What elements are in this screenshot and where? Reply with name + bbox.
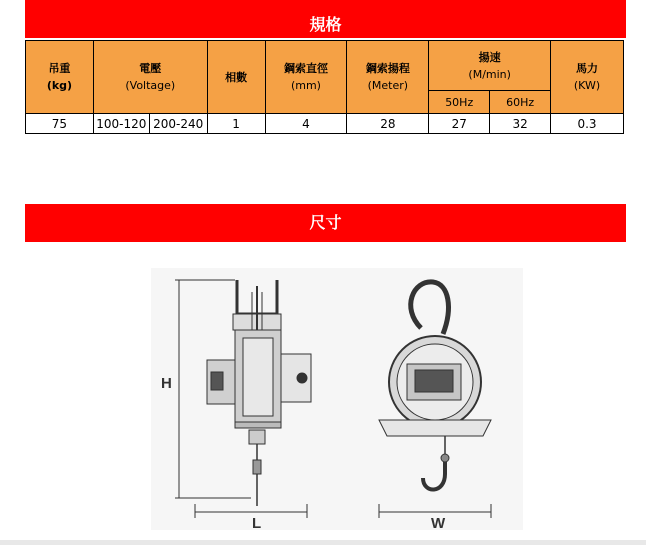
spec-table: [25, 40, 624, 134]
cell-voltage-1: 100-120: [93, 114, 149, 134]
header-speed-50hz: 50Hz: [429, 91, 490, 114]
header-lift: 鋼索揚程 (Meter): [347, 41, 429, 114]
cell-speed-60hz: 32: [490, 114, 551, 134]
dimension-drawings: [151, 268, 523, 530]
dimension-label-width: W: [431, 515, 446, 530]
header-rope-diameter: 鋼索直徑 (mm): [265, 41, 347, 114]
dimension-title: 尺寸: [309, 213, 342, 232]
footer-divider: [0, 540, 646, 545]
cell-lift: 28: [347, 114, 429, 134]
spec-title: 規格: [309, 15, 342, 34]
table-row: [26, 114, 624, 134]
header-voltage: 電壓 (Voltage): [93, 41, 207, 114]
dimension-label-length: L: [252, 515, 262, 530]
header-load: 吊重 (kg): [26, 41, 94, 114]
cell-phase: 1: [207, 114, 265, 134]
cell-rope-diameter: 4: [265, 114, 347, 134]
header-power: 馬力 (KW): [551, 41, 624, 114]
spec-header-banner: [25, 0, 626, 38]
header-speed-60hz: 60Hz: [490, 91, 551, 114]
header-phase: 相數: [207, 41, 265, 114]
cell-load: 75: [26, 114, 94, 134]
cell-voltage-2: 200-240: [149, 114, 207, 134]
dimension-label-height: H: [161, 375, 172, 392]
dimension-header-banner: [25, 204, 626, 242]
cell-power: 0.3: [551, 114, 624, 134]
header-row: [26, 41, 624, 91]
cell-speed-50hz: 27: [429, 114, 490, 134]
header-speed: 揚速 (M/min): [429, 41, 551, 91]
